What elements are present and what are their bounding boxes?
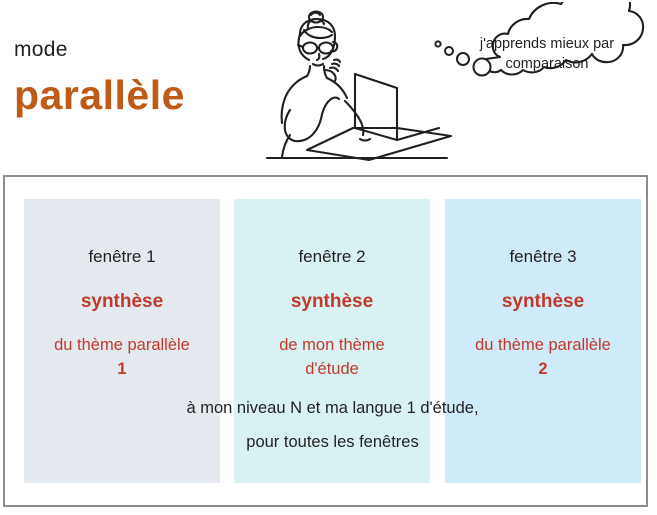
mode-label: mode: [14, 38, 68, 61]
window-title: fenêtre 2: [298, 247, 366, 266]
window-description: [234, 333, 430, 381]
parallel-mode-panel: [3, 175, 648, 507]
window-description-line-2: 1: [117, 360, 127, 378]
window-synthesis-label: synthèse: [501, 291, 585, 312]
window-description-line-2: d'étude: [305, 360, 359, 378]
window-title: fenêtre 3: [509, 247, 577, 266]
footer-note-line-1: à mon niveau N et ma langue 1 d'étude,: [186, 399, 479, 417]
window-title: fenêtre 1: [88, 247, 156, 266]
windows-row: [5, 177, 646, 505]
window-synthesis-label: synthèse: [80, 291, 164, 312]
mode-title: parallèle: [14, 72, 185, 118]
footer-note-line-2: pour toutes les fenêtres: [246, 433, 419, 451]
header: [0, 0, 657, 172]
window-description-line-1: de mon thème: [279, 336, 385, 354]
window-description-line-1: du thème parallèle: [475, 336, 611, 354]
thought-bubble-text: j'apprends mieux par comparaison: [479, 36, 615, 72]
window-description-line-2: 2: [538, 360, 548, 378]
person-thinking-at-laptop-illustration: [212, 6, 452, 174]
window-synthesis-label: synthèse: [290, 291, 374, 312]
window-description: [445, 333, 641, 381]
window-description-line-1: du thème parallèle: [54, 336, 190, 354]
window-description: [24, 333, 220, 381]
